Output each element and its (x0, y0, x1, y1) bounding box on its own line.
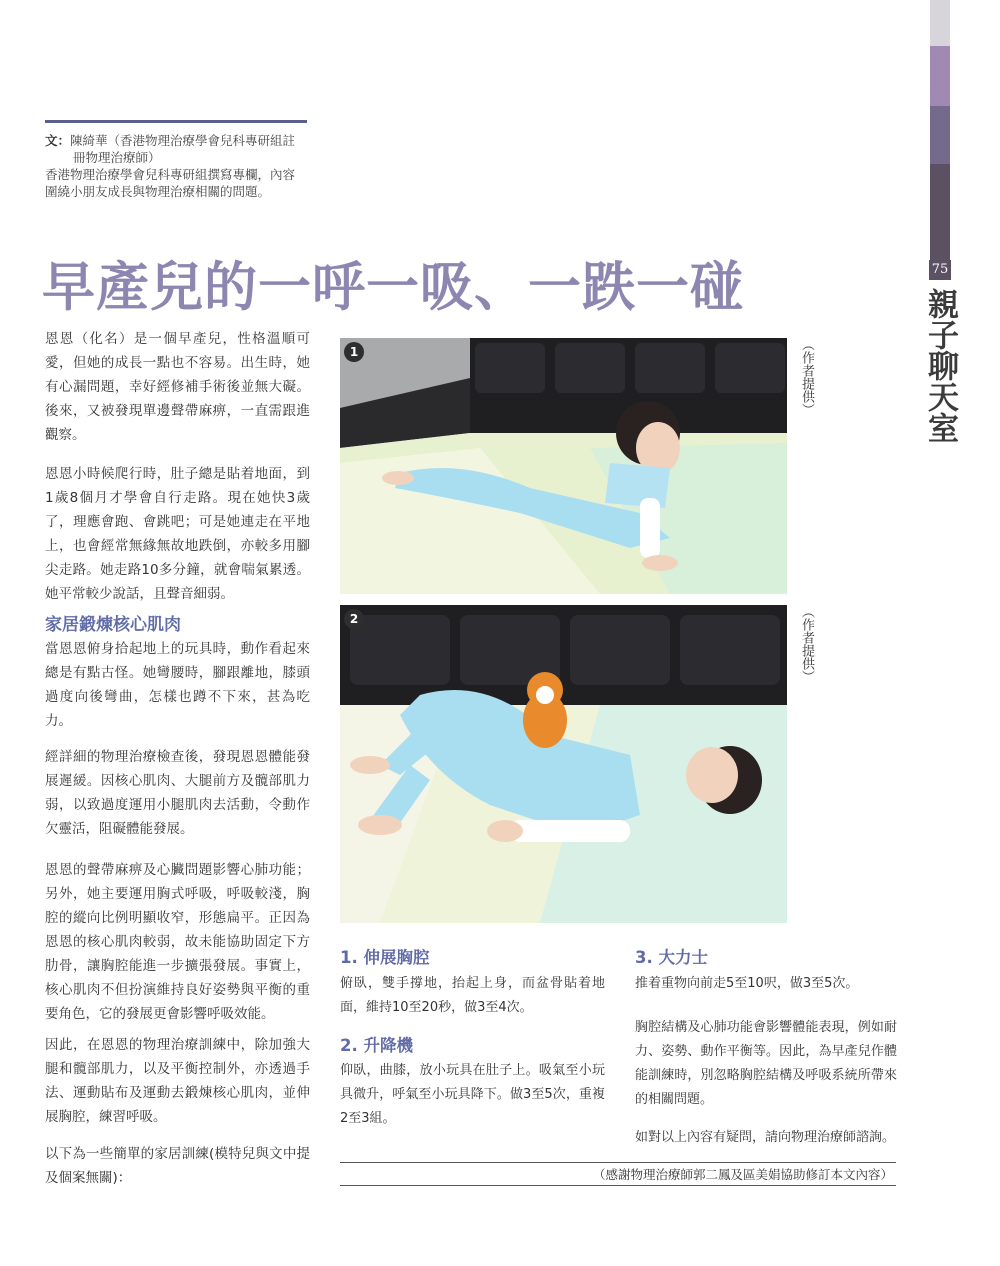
author-label: 文： (45, 133, 71, 148)
exercise-2-title: 2. 升降機 (340, 1036, 413, 1055)
photo-1-credit: （作者提供） (799, 338, 814, 416)
headline: 早產兒的一呼一吸、一跌一碰 (42, 256, 744, 318)
body-paragraph-3: 當恩恩俯身拾起地上的玩具時，動作看起來總是有點古怪。她彎腰時，腳跟離地，膝頭過度向後彎曲，怎樣也蹲不下來，甚為吃力。 (45, 641, 310, 729)
photo-1-number-badge: 1 (344, 342, 364, 362)
author-block (45, 132, 315, 200)
exercise-2-text: 仰臥，曲膝，放小玩具在肚子上。吸氣至小玩具微升，呼氣至小玩具降下。做3至5次，重複2至3組。 (340, 1063, 605, 1126)
author-name-line2: 冊物理治療師） (73, 150, 161, 165)
body-paragraph-4: 經詳細的物理治療檢查後，發現恩恩體能發展遲緩。因核心肌肉、大腿前方及髖部肌力弱，以致過度運用小腿肌肉去活動，令動作欠靈活，阻礙體能發展。 (45, 749, 310, 837)
exercise-3-text: 推着重物向前走5至10呎，做3至5次。 (635, 976, 859, 991)
edge-tab-light (930, 0, 950, 46)
section-subheading: 家居鍛煉核心肌肉 (45, 615, 181, 635)
edge-tab-violet (930, 46, 950, 106)
column-name: 親子聊天室 (922, 288, 958, 443)
author-name-line1: 陳綺華（香港物理治療學會兒科專研組註 (70, 133, 296, 148)
page-number: 75 (929, 260, 951, 280)
author-bio-line1: 香港物理治療學會兒科專研組撰寫專欄，內容 (45, 167, 296, 182)
exercise-3-title: 3. 大力士 (635, 948, 708, 967)
consult-note: 如對以上內容有疑問，請向物理治療師諮詢。 (635, 1130, 896, 1145)
thanks-rule-top (340, 1162, 896, 1163)
photo-2-number-badge: 2 (344, 609, 364, 629)
author-bio-line2: 圍繞小朋友成長與物理治療相關的問題。 (45, 184, 271, 199)
exercise-1-title: 1. 伸展胸腔 (340, 948, 430, 967)
photo-2 (340, 605, 787, 923)
edge-tab-dark (930, 164, 950, 260)
body-paragraph-6: 因此，在恩恩的物理治療訓練中，除加強大腿和髖部肌力，以及平衡控制外，亦透過手法、運動貼布及運動去鍛煉核心肌肉，並伸展胸腔，練習呼吸。 (45, 1037, 310, 1125)
note-paragraph: 胸腔結構及心肺功能會影響體能表現，例如耐力、姿勢、動作平衡等。因此，為早產兒作體能訓練時，別忽略胸腔結構及呼吸系統所帶來的相關問題。 (635, 1020, 897, 1107)
exercise-1-text: 俯臥，雙手撐地，抬起上身，而盆骨貼着地面，維持10至20秒，做3至4次。 (340, 976, 605, 1015)
body-paragraph-2: 恩恩小時候爬行時，肚子總是貼着地面，到1歲8個月才學會自行走路。現在她快3歲了，理應會跑、會跳吧；可是她連走在平地上，也會經常無緣無故地跌倒，亦較多用腳尖走路。她走路10多分鐘，就會喘氣累透。她平常較少說話，且聲音細弱。 (45, 466, 310, 602)
body-paragraph-7: 以下為一些簡單的家居訓練(模特兒與文中提及個案無關)： (45, 1146, 310, 1186)
author-rule (45, 120, 307, 123)
photo-2-credit: （作者提供） (799, 605, 814, 683)
thanks-rule-bottom (340, 1185, 896, 1186)
photo-2-illustration (340, 605, 787, 923)
body-paragraph-5: 恩恩的聲帶麻痹及心臟問題影響心肺功能；另外，她主要運用胸式呼吸，呼吸較淺，胸腔的縱向比例明顯收窄，形態扁平。正因為恩恩的核心肌肉較弱，故未能協助固定下方肋骨，讓胸腔能進一步擴張發展。事實上，核心肌肉不但扮演維持良好姿勢與平衡的重要角色，它的發展更會影響呼吸效能。 (45, 862, 310, 1022)
body-paragraph-1: 恩恩（化名）是一個早產兒，性格溫順可愛，但她的成長一點也不容易。出生時，她有心漏問題，幸好經修補手術後並無大礙。後來，又被發現單邊聲帶麻痹，一直需跟進觀察。 (45, 331, 310, 443)
acknowledgement: （感謝物理治療師郭二鳳及區美娟協助修訂本文內容） (592, 1167, 893, 1182)
edge-tab-purple (930, 106, 950, 164)
photo-1-illustration (340, 338, 787, 594)
photo-1 (340, 338, 787, 594)
